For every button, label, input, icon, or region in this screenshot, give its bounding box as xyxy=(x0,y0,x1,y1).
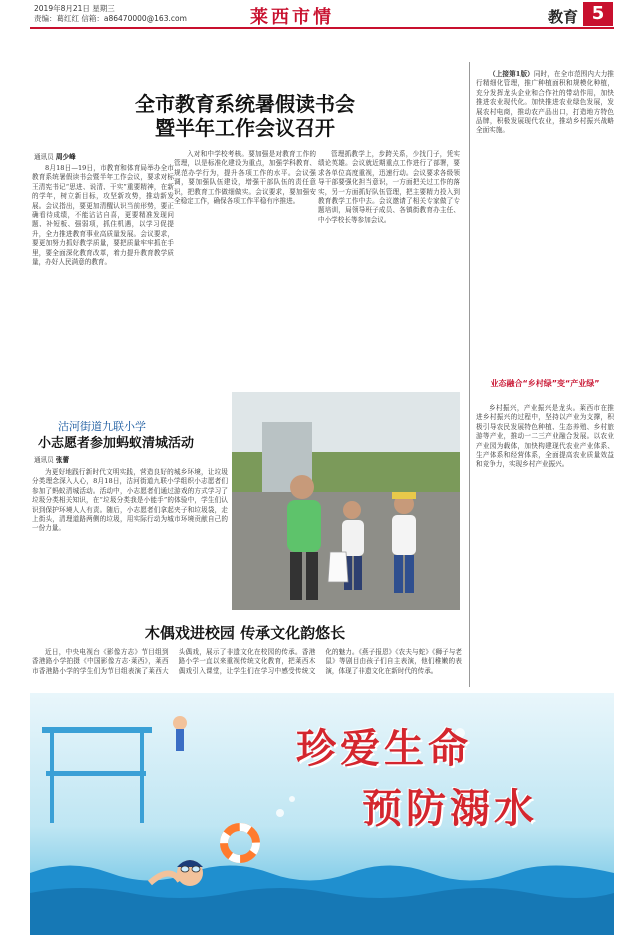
byline-name: 张蕾 xyxy=(55,456,70,464)
article1-col2: 入对和中学校考核。要加强是对教育工作的管理，以是标准化建设为重点，加强学科教育、规范办学行为，提升各项工作的水平。会议强调，要加强队伍建设，增强干部队伍的责任意识，把教育工作做细做实。会议要求，要加强安全稳定工作，确保各项工作平稳有序推进。 xyxy=(174,150,316,206)
byline-name: 周少峰 xyxy=(55,153,76,161)
article2-kicker: 沽河街道九联小学 xyxy=(58,420,146,433)
article2-byline xyxy=(34,456,69,465)
article2-headline: 小志愿者参加蚂蚁清城活动 xyxy=(38,436,195,451)
slogan-line1: 珍爱生命 xyxy=(296,725,472,772)
slogan-line2: 预防溺水 xyxy=(362,785,538,832)
byline-label: 通讯员 xyxy=(34,153,54,161)
page-number: 5 xyxy=(583,2,613,26)
drowning-prevention-banner xyxy=(30,693,614,935)
article1-byline xyxy=(34,153,76,162)
header-rule xyxy=(30,27,614,29)
article4-text1: 同时，在全市范围内大力推行精细化管理，推广种植面积和规模化种植，充分发挥龙头企业和合作社的带动作用，加快推进农业现代化。加快推进农业绿色发展，发展农村电商，推动农产品出口，打造地方特色品牌，积极发展现代农业，推动乡村振兴战略全面实施。 xyxy=(476,70,614,135)
issue-date: 2019年8月21日 星期三 xyxy=(34,4,115,13)
article2-body: 为更好地践行新时代文明实践，营造良好的城乡环境，让垃圾分类理念深入人心，8月18日，沽河街道九联小学组织小志愿者们参加了蚂蚁清城活动。活动中，小志愿者们通过游戏的方式学习了垃圾分类相关知识，在“垃圾分类我是小能手”的体验中，学生们认识到保护环境人人有责。随后，小志愿者们拿起夹子和垃圾袋，走上街头，清理道路两侧的垃圾，用实际行动为城市环境贡献自己的一份力量。 xyxy=(32,468,228,533)
article3-body: 近日，中央电视台《影像方志》节目组到香港路小学拍摄《中国影像方志·莱西》，莱西市香港路小学的学生们为节目组表演了莱西大头偶戏，展示了非遗文化在校园的传承。香港路小学一直以来重视传统文化教育，把莱西木偶戏引入课堂，让学生们在学习中感受传统文化的魅力。《燕子报恩》《农夫与蛇》《狮子与老鼠》等剧目由孩子们自主表演，他们稚嫩的表演，体现了非遗文化在新时代的传承。 xyxy=(32,648,462,675)
article1-col3: 管理抓教学上，步跨关系，少找门子，凭实绩论英雄。会议就近期重点工作进行了部署，要求各单位高度重视，迅速行动。会议要求各级领导干部要强化担当意识，一方面把关过工作的落实，另一方面抓好队伍管理，把主要精力投入到教育教学工作中去。会议邀请了相关专家做了专题培训，局领导班子成员、各镇街教育办主任、中小学校长等参加会议。 xyxy=(318,150,460,224)
continued-note: （上接第1版） xyxy=(489,70,534,78)
volunteer-photo xyxy=(232,392,460,610)
section-title: 教育 xyxy=(548,8,579,26)
article3-columns xyxy=(32,648,462,688)
article4-subhead: 业态融合“乡村绿”变“产业绿” xyxy=(490,379,600,388)
article1-headline-line2: 暨半年工作会议召开 xyxy=(155,116,335,140)
article4-body1 xyxy=(476,70,614,372)
photo-illustration xyxy=(232,392,460,610)
column-divider xyxy=(469,62,470,687)
article1-headline-line1: 全市教育系统暑假读书会 xyxy=(135,92,355,116)
article4-body2: 乡村振兴，产业振兴是龙头。莱西市在推进乡村振兴的过程中，坚持以产业为支撑，积极引导农民发展特色种植、生态养殖、乡村旅游等产业，推动一二三产业融合发展。以农业产业园为载体，加快构建现代农业产业体系、生产体系和经营体系，全面提高农业质量效益和竞争力，实现乡村产业振兴。 xyxy=(476,404,614,469)
article1-col1: 8月18日—19日，市教育和体育局举办全市教育系统暑假读书会暨半年工作会议，要求对标王清宪书记“思进、说清、干实”重要精神，在新的学年，树立新目标，攻坚新攻势，推动新发展。会议指出，要更加清醒认识当前形势，要正确看待成绩，不能沾沾自喜，更要精准发现问题、补短板、强弱项，抓住机遇，以学习促提升，全力推进教育事业高质量发展。会议要求，要更加努力抓好教学质量，要把质量牢牢抓在手里，要全面深化教育改革，着力提升教育教学质量，办好人民满意的教育。 xyxy=(32,164,174,267)
masthead-logo: 莱西市情 xyxy=(250,7,334,28)
article3-headline: 木偶戏进校园 传承文化韵悠长 xyxy=(144,624,346,642)
editor-info: 责编：葛红红 信箱：a86470000@163.com xyxy=(34,14,187,23)
byline-label: 通讯员 xyxy=(34,456,54,464)
